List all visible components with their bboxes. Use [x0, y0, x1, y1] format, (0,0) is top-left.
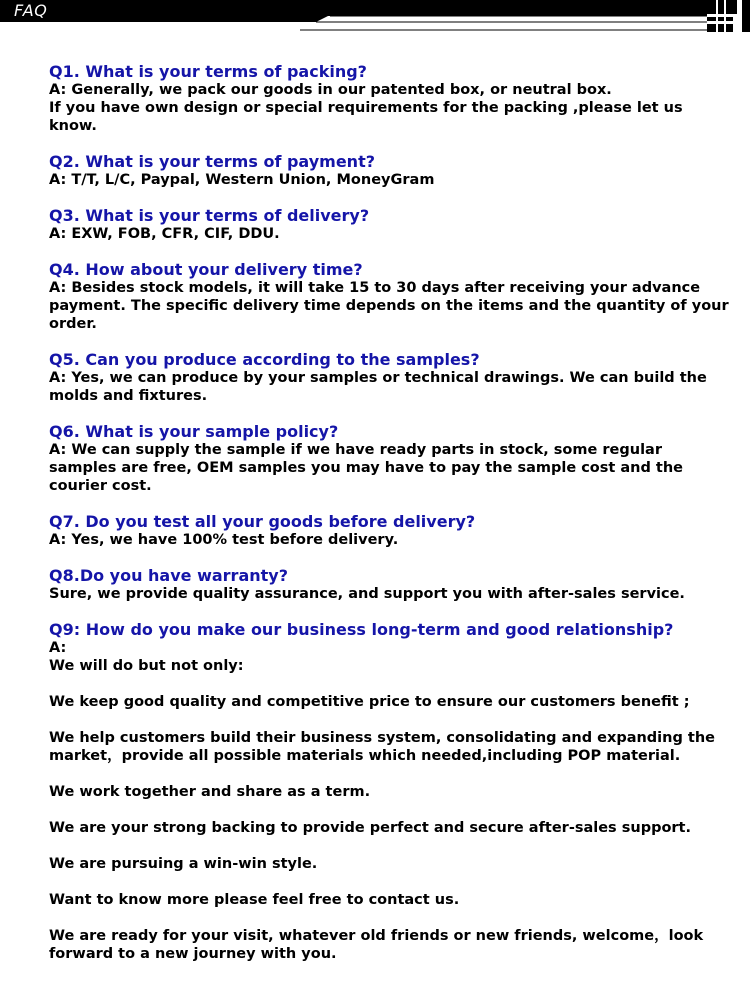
question: Q5. Can you produce according to the samples? — [49, 350, 480, 369]
faq-header-bar — [0, 0, 750, 32]
answer-intro: We will do but not only: — [49, 658, 244, 674]
answer: A: Besides stock models, it will take 15 to 30 days after receiving your advance payment. The specific delivery time depends on the items and the quantity of your order. — [49, 280, 729, 332]
faq-item-7 — [49, 513, 729, 549]
page-title: FAQ — [14, 1, 48, 20]
faq-item-9 — [49, 621, 729, 963]
answer: A: Yes, we can produce by your samples or technical drawings. We can build the molds and fixtures. — [49, 370, 707, 404]
faq-item-8 — [49, 567, 729, 603]
answer: A: We can supply the sample if we have ready parts in stock, some regular samples are free, OEM samples you may have to pay the sample cost and the courier cost. — [49, 442, 683, 494]
answer-point: We help customers build their business system, consolidating and expanding the market，provide all possible materials which needed,including POP material. — [49, 730, 715, 764]
answer: A: EXW, FOB, CFR, CIF, DDU. — [49, 226, 280, 242]
question: Q4. How about your delivery time? — [49, 260, 363, 279]
faq-item-6 — [49, 423, 729, 495]
faq-item-1 — [49, 63, 729, 135]
question: Q8.Do you have warranty? — [49, 566, 288, 585]
answer: Sure, we provide quality assurance, and support you with after-sales service. — [49, 586, 685, 602]
answer: A: Generally, we pack our goods in our patented box, or neutral box. — [49, 82, 612, 98]
faq-item-4 — [49, 261, 729, 333]
answer-label: A: — [49, 640, 67, 656]
question: Q1. What is your terms of packing? — [49, 62, 367, 81]
question: Q6. What is your sample policy? — [49, 422, 339, 441]
faq-item-2 — [49, 153, 729, 189]
answer: A: Yes, we have 100% test before delivery. — [49, 532, 399, 548]
question: Q2. What is your terms of payment? — [49, 152, 375, 171]
faq-item-3 — [49, 207, 729, 243]
question: Q7. Do you test all your goods before delivery? — [49, 512, 476, 531]
faq-content — [49, 63, 729, 981]
answer: If you have own design or special requirements for the packing ,please let us know. — [49, 100, 683, 134]
answer-point: We are pursuing a win-win style. — [49, 856, 318, 872]
answer-point: We keep good quality and competitive price to ensure our customers benefit ; — [49, 694, 690, 710]
answer-point: We are ready for your visit, whatever old friends or new friends, welcome，look forward to a new journey with you. — [49, 928, 704, 962]
answer-point: Want to know more please feel free to contact us. — [49, 892, 460, 908]
answer: A: T/T, L/C, Paypal, Western Union, MoneyGram — [49, 172, 435, 188]
question: Q3. What is your terms of delivery? — [49, 206, 370, 225]
question: Q9: How do you make our business long-term and good relationship? — [49, 620, 674, 639]
header-decoration — [0, 0, 750, 32]
answer-point: We are your strong backing to provide perfect and secure after-sales support. — [49, 820, 692, 836]
answer-point: We work together and share as a term. — [49, 784, 371, 800]
faq-item-5 — [49, 351, 729, 405]
